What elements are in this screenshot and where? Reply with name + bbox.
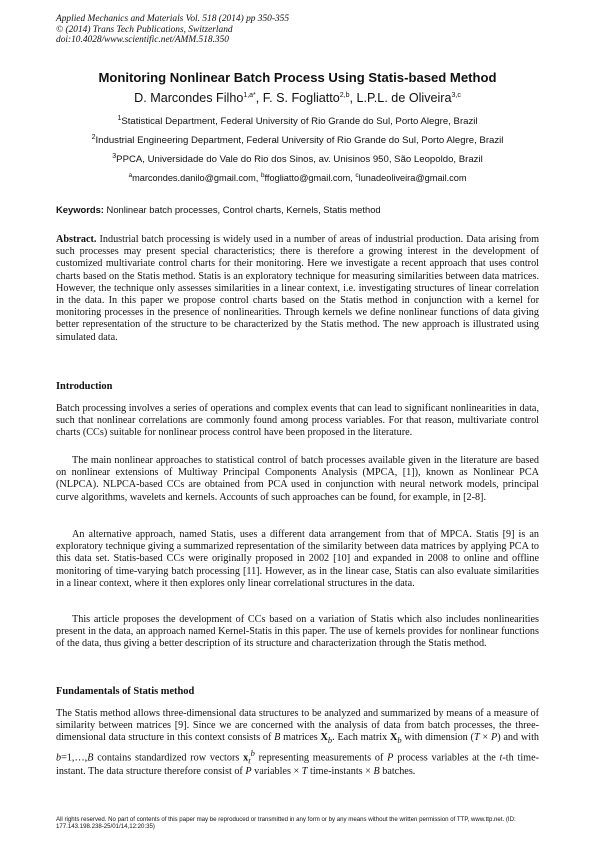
affiliation [40, 153, 555, 165]
author-list [56, 91, 539, 105]
author-affil-marker: 1,a* [243, 91, 256, 99]
keywords-text: Nonlinear batch processes, Control charts, Kernels, Statis method [103, 204, 381, 215]
section-heading-introduction: Introduction [56, 381, 113, 392]
email-link[interactable]: marcondes.danilo@gmail.com, [132, 173, 261, 184]
email-marker: b [260, 172, 265, 179]
affiliation-text: Statistical Department, Federal University of Rio Grande do Sul, Porto Alegre, Brazil [121, 116, 478, 128]
paragraph: An alternative approach, named Statis, uses a different data arrangement from that of MPCA. Statis [9] is an exploratory technique giving a summarized representation of the similarity between data matrices by applying PCA to this data set. Statis-based CCs were originally proposed in 2002 [10] and expanded in 2008 to online and offline monitoring of time-varying batch processing [11]. However, as in the linear case, Statis can also evaluate similarities in a linear context, where it then explores only linear correlational structures in the data. [56, 529, 539, 589]
author-name: L.P.L. de Oliveira [356, 91, 452, 105]
affiliation-text: PPCA, Universidade do Vale do Rio dos Sinos, av. Unisinos 950, São Leopoldo, Brazil [116, 154, 483, 166]
abstract-label: Abstract. [56, 234, 97, 245]
author-separator: , [349, 91, 357, 105]
paper-title: Monitoring Nonlinear Batch Process Using Statis-based Method [98, 70, 497, 85]
keywords-label: Keywords: [56, 204, 104, 215]
author-emails [56, 172, 539, 183]
affiliation-number: 1 [117, 115, 122, 122]
abstract-text: Industrial batch processing is widely used in a number of areas of industrial production. Data arising from such processes may present special characteristics; there is therefore a growing interest in the development of customized multivariate control charts for their monitoring. Here we investigate a recent approach that uses control charts based on the Statis method. Statis is an exploratory technique for measuring similarities between data matrices. However, the technique only assesses similarities in a linear context, i.e. investigating structures of linear correlation in the data. In this paper we propose control charts based on the Statis method in conjunction with a kernel for monitoring processes in the presence of nonlinearities. Through kernels we define nonlinear functions of data giving better representation of the structure to be characterized by the Statis method. The new approach is illustrated using simulated data. [56, 234, 539, 343]
author-name: D. Marcondes Filho [134, 91, 244, 105]
affiliation [40, 134, 555, 146]
paragraph: The Statis method allows three-dimensional data structures to be analyzed and summarized by means of a measure of similarity between matrices [9]. Since we are concerned with the analysis of data from batch processes, the three-dimensional data structure in this context consists of B matrices $X_b$. Each matrix $X_b$ with dimension (T × P) and with b=1,…,B contains standardized row vectors $x_t^b$ representing measurements of P process variables at the t-th time-instant. The data structure therefore consist of P variables × T time-instants × B batches. [56, 708, 540, 778]
author-name: F. S. Fogliatto [262, 91, 340, 105]
paragraph: Batch processing involves a series of operations and complex events that can lead to significant nonlinearities in data, such that nonlinear correlations are commonly found among process variables. For that reason, multivariate control charts (CCs) suitable for nonlinear process control have been proposed in the literature. [56, 403, 539, 439]
paragraph: This article proposes the development of CCs based on a variation of Statis which also includes nonlinearities present in the data, an approach named Kernel-Statis in this paper. The use of kernels provides for nonlinear functions of the data, thus giving a better description of its structure and characterization through the Statis method. [56, 614, 539, 650]
affiliation-number: 2 [91, 134, 96, 141]
keywords [56, 204, 381, 215]
email-marker: c [355, 172, 359, 179]
email-link[interactable]: ffogliatto@gmail.com, [264, 173, 356, 184]
doi-line: doi:10.4028/www.scientific.net/AMM.518.350 [56, 35, 229, 46]
affiliation-number: 3 [112, 153, 117, 160]
author-affil-marker: 3,c [451, 91, 461, 99]
copyright-footer: All rights reserved. No part of contents of this paper may be reproduced or transmitted in any form or by any means without the written permission of TTP, www.ttp.net. (ID: 177.143.198.238-25/01/14,12:20:35) [56, 816, 516, 831]
email-marker: a [128, 172, 133, 179]
email-link[interactable]: lunadeoliveira@gmail.com [358, 173, 467, 184]
abstract [56, 234, 539, 344]
affiliation-text: Industrial Engineering Department, Federal University of Rio Grande do Sul, Porto Alegre, Brazil [95, 135, 504, 147]
author-separator: , [255, 91, 263, 105]
journal-header [56, 14, 546, 46]
copyright-line: © (2014) Trans Tech Publications, Switzerland [56, 24, 233, 35]
paragraph: The main nonlinear approaches to statistical control of batch processes available given in the literature are based on nonlinear extensions of Multiway Principal Components Analysis (MPCA, [1]), known as Nonlinear PCA (NLPCA). NLPCA-based CCs are obtained from PCA used in conjunction with neural network models, principal curve algorithms, wavelets and kernels. Accounts of such approaches can be found, for example, in [2-8]. [56, 455, 539, 503]
affiliation [40, 115, 555, 127]
author-affil-marker: 2,b [339, 91, 350, 99]
journal-citation: Applied Mechanics and Materials Vol. 518 (2014) pp 350-355 [56, 14, 290, 24]
section-heading-fundamentals: Fundamentals of Statis method [56, 686, 195, 697]
